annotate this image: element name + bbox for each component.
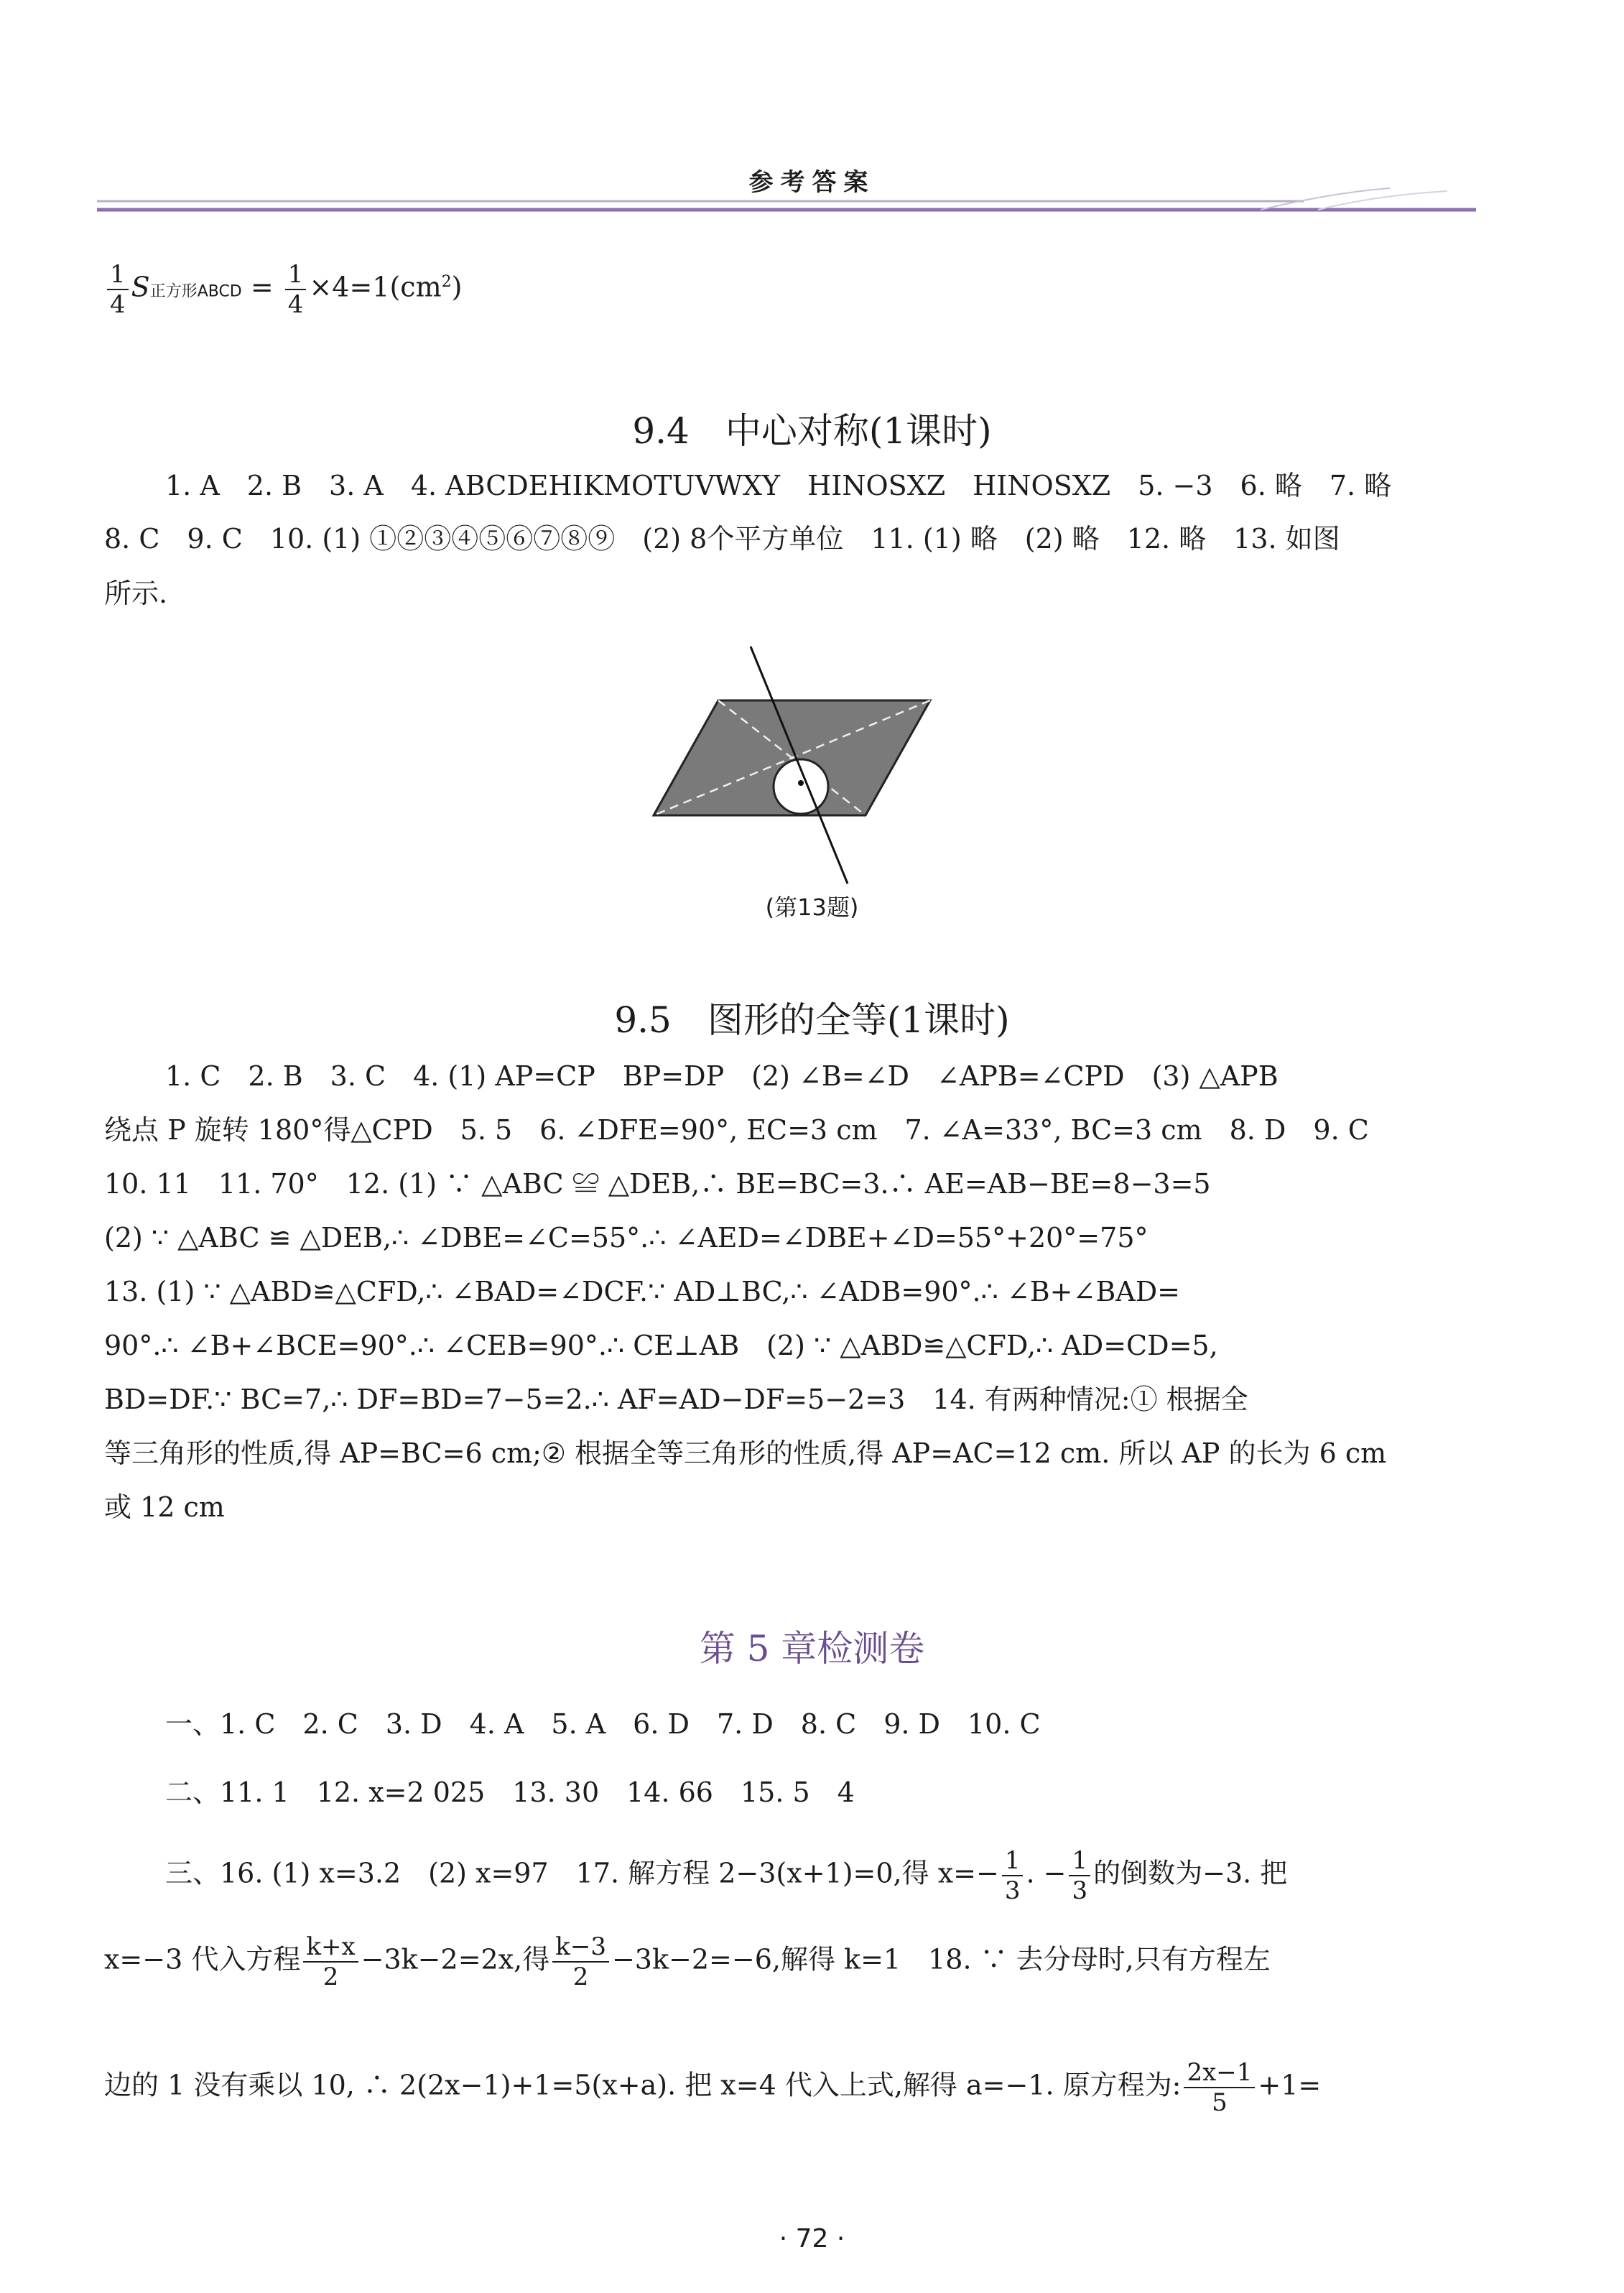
- answer-line: 二、11. 1 12. x=2 025 13. 30 14. 66 15. 5 4: [165, 1777, 855, 1808]
- page-number: · 72 ·: [779, 2224, 845, 2253]
- section-title-9-5: 9.5 图形的全等(1课时): [614, 999, 1010, 1041]
- answer-line: 三、16. (1) x=3.2 (2) x=97 17. 解方程 2−3(x+1)=0,得 x=− $\frac{1}{3}$ . − $\frac{1}{3}$ 的倒数为−3. 把: [165, 1846, 1288, 1905]
- answer-line: 10. 11 11. 70° 12. (1) ∵ △ABC ≌ △DEB,∴ BE=BC=3.∴ AE=AB−BE=8−3=5: [104, 1168, 1211, 1200]
- answer-line: x=−3 代入方程 $\frac{k+x}{2}$ −3k−2=2x,得 $\frac{k-3}{2}$ −3k−2=−6,解得 k=1 18. ∵ 去分母时,只有方程左: [104, 1932, 1271, 1991]
- chapter-5-title: 第 5 章检测卷: [699, 1628, 925, 1669]
- parallelogram-figure: [643, 643, 945, 887]
- section-title-9-4: 9.4 中心对称(1课时): [632, 410, 992, 452]
- figure-caption: (第13题): [765, 894, 859, 921]
- answer-line: 8. C 9. C 10. (1) ①②③④⑤⑥⑦⑧⑨ (2) 8个平方单位 11. (1) 略 (2) 略 12. 略 13. 如图: [104, 523, 1340, 555]
- answer-line: 边的 1 没有乘以 10, ∴ 2(2x−1)+1=5(x+a). 把 x=4 代入上式,解得 a=−1. 原方程为: $\frac{2x-1}{5}$ +1=: [104, 2058, 1322, 2117]
- running-header: 参考答案: [748, 168, 876, 197]
- answer-line: 13. (1) ∵ △ABD≌△CFD,∴ ∠BAD=∠DCF.∵ AD⊥BC,∴ ∠ADB=90°.∴ ∠B+∠BAD=: [104, 1276, 1181, 1307]
- header-rule: [97, 185, 1476, 221]
- top-formula: $\frac{1}{4}$ S正方形ABCD = $\frac{1}{4}$ $\times 4=1(cm^2)$: [104, 260, 1483, 319]
- answer-line: BD=DF.∵ BC=7,∴ DF=BD=7−5=2.∴ AF=AD−DF=5−2=3 14. 有两种情况:① 根据全: [104, 1384, 1248, 1415]
- answer-line: 一、1. C 2. C 3. D 4. A 5. A 6. D 7. D 8. C 9. D 10. C: [165, 1708, 1041, 1740]
- answer-line: 或 12 cm: [104, 1491, 225, 1523]
- center-point: [798, 780, 804, 786]
- answer-line: 等三角形的性质,得 AP=BC=6 cm;② 根据全等三角形的性质,得 AP=AC=12 cm. 所以 AP 的长为 6 cm: [104, 1437, 1387, 1469]
- answer-line: (2) ∵ △ABC ≌ △DEB,∴ ∠DBE=∠C=55°.∴ ∠AED=∠DBE+∠D=55°+20°=75°: [104, 1222, 1149, 1254]
- answer-line: 1. A 2. B 3. A 4. ABCDEHIKMOTUVWXY HINOSXZ HINOSXZ 5. −3 6. 略 7. 略: [165, 470, 1392, 501]
- answer-line: 1. C 2. B 3. C 4. (1) AP=CP BP=DP (2) ∠B=∠D ∠APB=∠CPD (3) △APB: [165, 1060, 1279, 1092]
- answer-line: 所示.: [104, 578, 168, 609]
- answer-line: 绕点 P 旋转 180°得△CPD 5. 5 6. ∠DFE=90°, EC=3 cm 7. ∠A=33°, BC=3 cm 8. D 9. C: [104, 1114, 1369, 1146]
- answer-line: 90°.∴ ∠B+∠BCE=90°.∴ ∠CEB=90°.∴ CE⊥AB (2) ∵ △ABD≌△CFD,∴ AD=CD=5,: [104, 1330, 1218, 1361]
